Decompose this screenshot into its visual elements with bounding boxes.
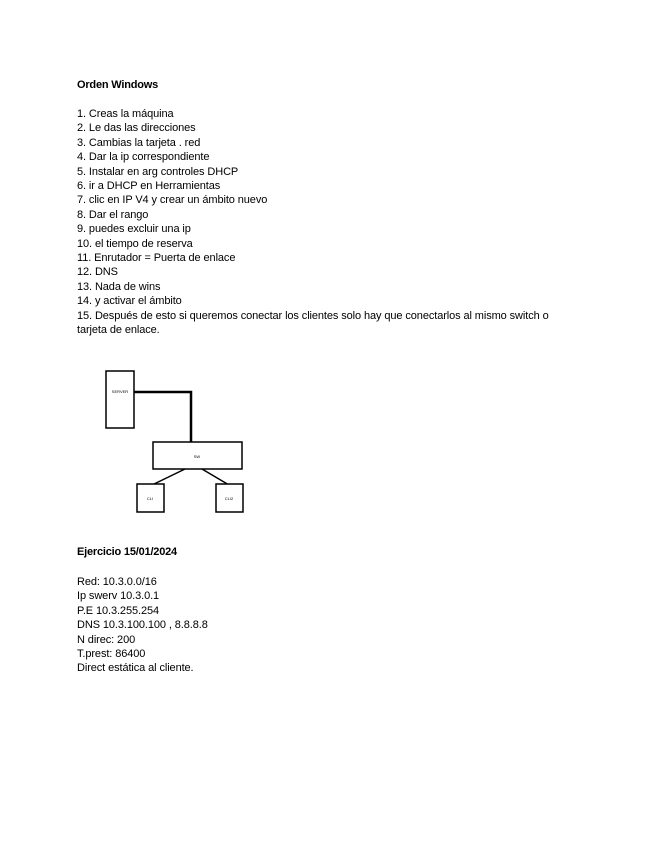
list-item: 4. Dar la ip correspondiente: [77, 151, 210, 164]
list-item: 15. Después de esto si queremos conectar los clientes solo hay que conectarlos al mismo switch o tarjeta de enlace.: [77, 309, 549, 337]
list-item: 6. ir a DHCP en Herramientas: [77, 180, 221, 193]
list-item: 14. y activar el ámbito: [77, 295, 182, 308]
exercise-line: Red: 10.3.0.0/16: [77, 576, 157, 588]
exercise-line: T.prest: 86400: [77, 648, 146, 661]
list-item: 9. puedes excluir una ip: [77, 223, 191, 236]
list-item: 11. Enrutador = Puerta de enlace: [77, 252, 236, 265]
list-item: 10. el tiempo de reserva: [77, 237, 193, 250]
list-item: 3. Cambias la tarjeta . red: [77, 136, 201, 149]
network-diagram: [100, 365, 260, 520]
exercise-line: Ip swerv 10.3.0.1: [77, 590, 160, 603]
list-item: 7. clic en IP V4 y crear un ámbito nuevo: [77, 194, 268, 207]
steps-list: [77, 107, 577, 338]
list-item: 12. DNS: [77, 266, 118, 279]
list-item: 1. Creas la máquina: [77, 108, 174, 120]
client1-label: CLI: [146, 496, 154, 501]
switch-client1-link: [152, 469, 185, 485]
list-item: 2. Le das las direcciones: [77, 122, 196, 135]
exercise-title: Ejercicio 15/01/2024: [77, 546, 177, 558]
client2-label: CLI2: [224, 496, 234, 501]
list-item: 13. Nada de wins: [77, 280, 161, 293]
exercise-line: Direct estática al cliente.: [77, 662, 194, 675]
exercise-line: P.E 10.3.255.254: [77, 604, 159, 617]
exercise-line: N direc: 200: [77, 633, 136, 646]
exercise-details: [77, 575, 208, 676]
server-box: [106, 371, 134, 428]
server-label: SERVER: [111, 389, 129, 394]
list-item: 5. Instalar en arg controles DHCP: [77, 165, 239, 178]
list-item: 8. Dar el rango: [77, 208, 149, 221]
exercise-line: DNS 10.3.100.100 , 8.8.8.8: [77, 619, 208, 632]
switch-label: SW: [193, 454, 201, 459]
server-switch-link: [134, 392, 191, 442]
page-title: Orden Windows: [77, 79, 159, 91]
switch-client2-link: [202, 469, 229, 485]
